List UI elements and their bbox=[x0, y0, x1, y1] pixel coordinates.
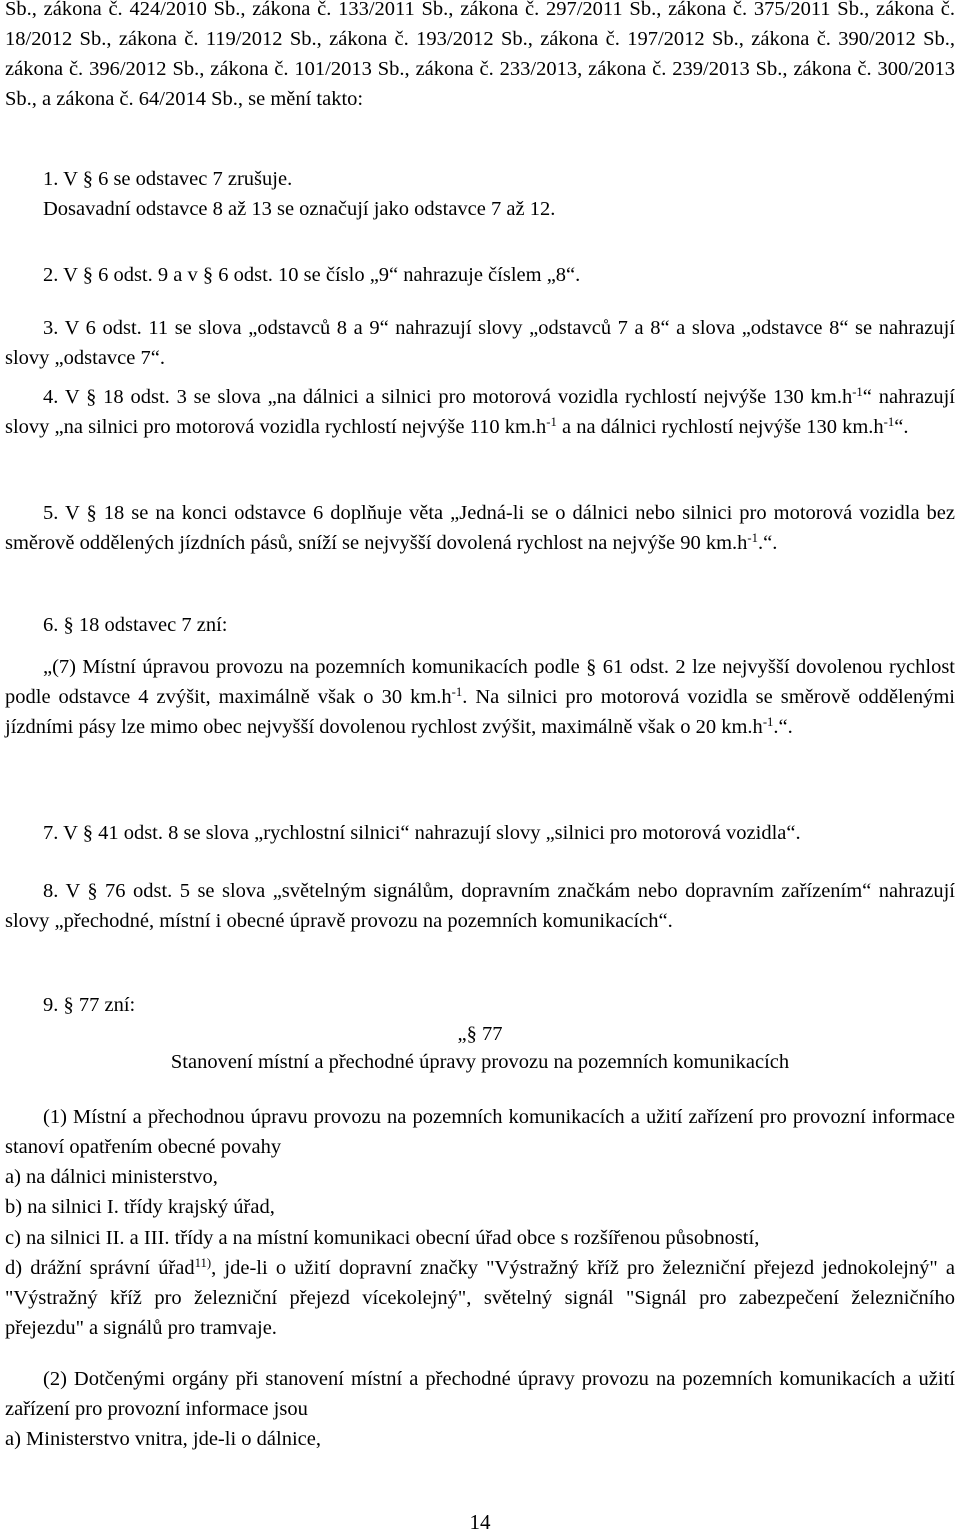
paragraph-1-text: (1) Místní a přechodnou úpravu provozu na pozemních komunikacích a užití zařízení pro provozní informace stanoví opatřením obecné povahy bbox=[5, 1106, 955, 1159]
point-3 bbox=[5, 313, 955, 373]
point-1-number: 1. bbox=[43, 168, 59, 190]
intro-text: Sb., zákona č. 424/2010 Sb., zákona č. 133/2011 Sb., zákona č. 297/2011 Sb., zákona č. 375/2011 Sb., zákona č. 18/2012 Sb., zákona č. 119/2012 Sb., zákona č. 193/2012 Sb., zákona č. 197/2012 Sb., zákona č. 390/2012 Sb., zákona č. 396/2012 Sb., zákona č. 101/2013 Sb., zákona č. 233/2013, zákona č. 239/2013 Sb., zákona č. 300/2013 Sb., a zákona č. 64/2014 Sb., se mění takto: bbox=[5, 0, 955, 111]
point-5-number: 5. bbox=[43, 502, 59, 524]
point-8-text: V § 76 odst. 5 se slova „světelným signálům, dopravním značkám nebo dopravním zařízením“ nahrazují slovy „přechodné, místní i obecné úpravě provozu na pozemních komunikacích“. bbox=[5, 880, 955, 933]
point-3-number: 3. bbox=[43, 317, 59, 339]
paragraph-2-text: (2) Dotčenými orgány při stanovení místní a přechodné úpravy provozu na pozemních komunikacích a užití zařízení pro provozní informace jsou bbox=[5, 1368, 955, 1421]
point-2 bbox=[5, 260, 955, 290]
point-7-text: V § 41 odst. 8 se slova „rychlostní silnici“ nahrazují slovy „silnici pro motorová vozidla“. bbox=[63, 822, 801, 844]
point-1-line2: Dosavadní odstavce 8 až 13 se označují jako odstavce 7 až 12. bbox=[43, 198, 556, 221]
point-8 bbox=[5, 876, 955, 936]
item-c: c) na silnici II. a III. třídy a na místní komunikaci obecní úřad obce s rozšířenou působností, bbox=[5, 1226, 760, 1249]
point-6-number: 6. bbox=[43, 614, 59, 636]
section-77-paragraph-2 bbox=[5, 1364, 955, 1454]
section-heading: Stanovení místní a přechodné úpravy provozu na pozemních komunikacích bbox=[170, 1051, 790, 1073]
intro-paragraph bbox=[5, 0, 955, 115]
point-5: 5. V § 18 se na konci odstavce 6 doplňuje věta „Jedná-li se o dálnici nebo silnici pro motorová vozidla bez směrově oddělených jízdních pásů, sníží se nejvyšší dovolená rychlost na nejvýše 90 $km.h^{-1}.“$. bbox=[5, 502, 956, 555]
item-d: d) drážní správní úřad$^{11)}$, jde-li o užití dopravní značky "Výstražný kříž pro železniční přejezd jednokolejný" a "Výstražný kříž pro železniční přejezd vícekolejný", světelný signál "Signál pro zabezpečení železničního přejezdu" a signálů pro tramvaje. bbox=[5, 1255, 955, 1339]
point-1-text: V § 6 se odstavec 7 zrušuje. bbox=[63, 168, 293, 190]
point-9-number: 9. bbox=[43, 994, 59, 1016]
point-4: 4. V § 18 odst. 3 se slova „na dálnici a silnici pro motorová vozidla rychlostí nejvýše 130 $km.h^{-1}“$ nahrazují slovy „na silnici pro motorová vozidla rychlostí nejvýše 110 $km.h^{-1}$ a na dálnici rychlostí nejvýše 130 $km.h^{-1}“$. bbox=[5, 385, 955, 439]
point-6-quote: „(7) Místní úpravou provozu na pozemních komunikacích podle § 61 odst. 2 lze nejvyšší dovolenou rychlost podle odstavce 4 zvýšit, maximálně však o 30 $km.h^{-1}$. Na silnici pro motorová vozidla se směrově oddělenými jízdními pásy lze mimo obec nejvyšší dovolenou rychlost zvýšit, maximálně však o 20 $km.h^{-1}.“$. bbox=[5, 656, 955, 739]
point-3-text: V 6 odst. 11 se slova „odstavců 8 a 9“ nahrazují slovy „odstavců 7 a 8“ a slova „odstavce 8“ se nahrazují slovy „odstavce 7“. bbox=[5, 317, 955, 370]
item-a: a) na dálnici ministerstvo, bbox=[5, 1166, 218, 1189]
item-2a: a) Ministerstvo vnitra, jde-li o dálnice, bbox=[5, 1428, 321, 1451]
point-9 bbox=[5, 990, 955, 1020]
section-77-paragraph-1 bbox=[5, 1102, 955, 1343]
point-9-text: § 77 zní: bbox=[63, 994, 136, 1016]
point-6-text: § 18 odstavec 7 zní: bbox=[63, 614, 228, 636]
page-number: 14 bbox=[469, 1510, 491, 1534]
point-7 bbox=[5, 818, 955, 848]
point-4-number: 4. bbox=[43, 386, 59, 408]
point-2-number: 2. bbox=[43, 264, 59, 286]
point-6 bbox=[5, 610, 955, 640]
item-b: b) na silnici I. třídy krajský úřad, bbox=[5, 1196, 275, 1219]
point-1 bbox=[5, 164, 955, 224]
point-8-number: 8. bbox=[43, 880, 59, 902]
section-number: „§ 77 bbox=[457, 1023, 503, 1045]
point-2-text: V § 6 odst. 9 a v § 6 odst. 10 se číslo „9“ nahrazuje číslem „8“. bbox=[63, 264, 581, 286]
point-7-number: 7. bbox=[43, 822, 59, 844]
